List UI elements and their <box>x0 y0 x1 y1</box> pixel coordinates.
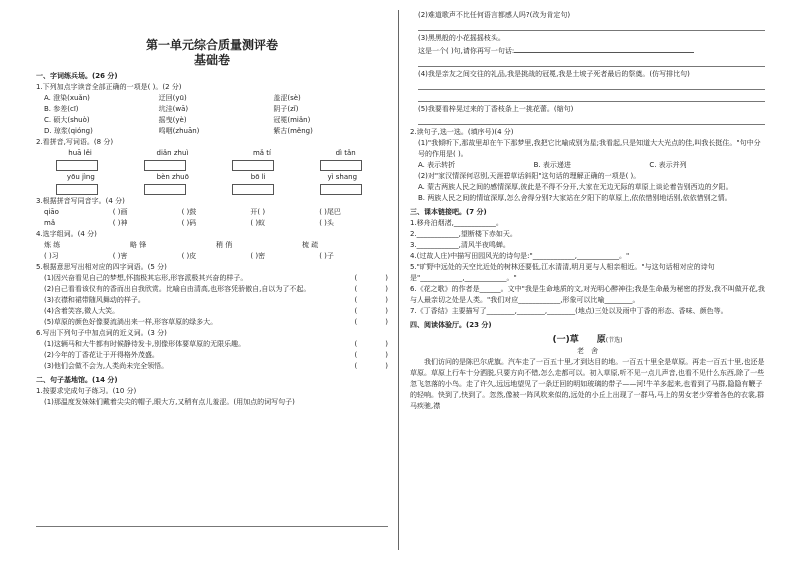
exam-title: 第一单元综合质量测评卷 <box>145 38 278 52</box>
essay-author: 老 舍 <box>577 347 598 355</box>
recite-item-5[interactable]: 5."旷野中远处的天空比近处的树林还要低,江水清清,明月更与人相亲相近。"与这句话相对应的诗句是"____________,____________。" <box>410 263 715 282</box>
item-text: (2)自己看看该仪有的香而出自我欣赏。比喻自由清高,也形容凭骄傲自,自以为了不起。 <box>44 285 311 293</box>
pinyin: diǎn zhuì <box>156 149 189 157</box>
option-text: 阴子(zǐ) <box>273 105 299 113</box>
option-text: A. 澄染(xuǎn) <box>44 94 90 102</box>
answer-paren[interactable]: ( ) <box>354 307 388 315</box>
question-2: 2.看拼音,写词语。(8 分) <box>36 138 114 146</box>
answer-box[interactable] <box>56 184 98 195</box>
pinyin: yōu jìng <box>66 173 95 181</box>
q8-item-1: (1)"我倾听下,那故里却在午下那梦里,我把它比喻成别为星;我看起,只是知道大大光点的佳,叫我长挺住。"句中分号的作用是( )。 <box>418 139 761 158</box>
char-pair: 略 锋 <box>130 241 147 249</box>
char-pair: 梳 疏 <box>302 241 319 249</box>
pinyin: qiāo <box>44 208 59 216</box>
option-text: B. 参差(cī) <box>44 105 79 113</box>
option-text: 迂回(yū) <box>158 94 187 102</box>
answer-line[interactable] <box>418 57 765 67</box>
pinyin: bō li <box>250 173 266 181</box>
item-text: (3)他们会做不会为,人类尚未完全领悟。 <box>44 362 169 370</box>
option-text: 冠冕(miǎn) <box>273 116 311 124</box>
pinyin: dì tǎn <box>335 149 356 157</box>
q4-chars <box>36 240 388 251</box>
q5-item <box>36 284 388 295</box>
blank[interactable]: ( )习 <box>44 252 59 260</box>
item-text: (4)含着笑容,微人大笑。 <box>44 307 120 315</box>
item-text: (1)因兴奋看见自己的梦想,怀揣极其忘形,形容派极其兴奋的样子。 <box>44 274 248 282</box>
question-1: 1.下列加点字读音全部正确的一项是( )。(2 分) <box>36 83 182 91</box>
exam-subtitle: 基础卷 <box>193 53 230 67</box>
option-text: 紫古(měng) <box>273 127 313 135</box>
question-6: 6.写出下列句子中加点词的近义词。(3 分) <box>36 329 167 337</box>
essay-paragraph: 我们访问的是陈巴尔虎旗。汽车走了一百五十里,才到达目的地。一百五十里全是草原。再走一百五十里,也还是草原。草原上行车十分洒脱,只要方向不错,怎么走都可以。初入草原,听不见一点儿声音,也看不见什么东西,除了一些忽飞忽落的小鸟。走了许久,远远地望见了一条迂回的明如玻璃的带子——河!牛羊多起来,也看到了马群,隐隐有鞭子的轻响。快到了,快到了。忽然,像被一阵风吹来似的,远处的小丘上出现了一群马,马上的男女老少穿着各色的衣裳,群马疾驰,襟 <box>410 358 765 410</box>
q5-item <box>36 317 388 328</box>
q5-item <box>36 273 388 284</box>
option-text: 鸣咽(zhuān) <box>158 127 200 135</box>
essay-title-text: (一)草 原 <box>552 335 606 345</box>
q1-option-c[interactable] <box>36 115 388 126</box>
answer-line[interactable] <box>418 80 765 90</box>
pinyin: yì shang <box>327 173 358 181</box>
answer-box[interactable] <box>320 184 362 195</box>
answer-box[interactable] <box>144 160 186 171</box>
answer-line[interactable] <box>36 526 388 527</box>
answer-paren[interactable]: ( ) <box>354 362 388 370</box>
option-text[interactable]: A. 表示转折 <box>418 161 456 169</box>
option-text: 坑洼(wā) <box>158 105 189 113</box>
q7-item-3b <box>410 44 765 57</box>
answer-paren[interactable]: ( ) <box>354 340 388 348</box>
answer-paren[interactable]: ( ) <box>354 274 388 282</box>
answer-box[interactable] <box>144 184 186 195</box>
blank[interactable]: ( )尾巴 <box>319 208 341 216</box>
question-7: 1.按要求完成句子练习。(10 分) <box>36 387 137 395</box>
section-1-heading: 一、字词练兵场。(26 分) <box>36 72 118 80</box>
blank[interactable]: ( )子 <box>319 252 334 260</box>
answer-boxes-2 <box>36 183 388 196</box>
answer-line[interactable] <box>418 92 765 102</box>
blank[interactable]: ( )皮 <box>181 252 197 260</box>
q1-option-a[interactable] <box>36 93 388 104</box>
q5-item <box>36 306 388 317</box>
answer-paren[interactable]: ( ) <box>354 351 388 359</box>
pinyin: bèn zhuō <box>156 173 189 181</box>
blank[interactable]: ( )密 <box>250 252 266 260</box>
char-pair: 炼 练 <box>44 241 61 249</box>
answer-paren[interactable]: ( ) <box>354 296 388 304</box>
question-3: 3.根据拼音写同音字。(4 分) <box>36 197 125 205</box>
q7-item-5: (5)我要看梓晃过来的丁香枝条上一挑花蕾。(缩句) <box>418 105 574 113</box>
char-pair: 稍 俏 <box>216 241 233 249</box>
blank[interactable]: ( )鼓 <box>181 208 197 216</box>
item-text: (2)今年的丁香花让于开得格外茂盛。 <box>44 351 159 359</box>
q8-1-options <box>410 160 765 171</box>
q1-option-d[interactable] <box>36 126 388 137</box>
q6-item <box>36 339 388 350</box>
q1-option-b[interactable] <box>36 104 388 115</box>
answer-paren[interactable]: ( ) <box>354 318 388 326</box>
q5-item <box>36 295 388 306</box>
pinyin: huā lěi <box>68 149 92 157</box>
option-text[interactable]: C. 表示并列 <box>649 161 687 169</box>
recite-item-3[interactable]: 3.____________,清风半夜鸣蝉。 <box>410 241 510 249</box>
question-5: 5.根据意思写出相对应的四字词语。(5 分) <box>36 263 167 271</box>
blank[interactable]: 开( ) <box>250 208 266 216</box>
recite-item-2[interactable]: 2.____________,望断楼下赤如天。 <box>410 230 517 238</box>
pinyin: mǎ <box>44 219 56 227</box>
q7-item-2: (2)难道歌声不比任何语言都感人吗?(改为肯定句) <box>418 11 571 19</box>
option-text: D. 琼浆(qióng) <box>44 127 93 135</box>
item-text: (3)衣襟和裙带随风舞动的样子。 <box>44 296 145 304</box>
answer-box[interactable] <box>232 184 274 195</box>
answer-line[interactable] <box>514 44 694 53</box>
answer-boxes-1 <box>36 159 388 172</box>
option-text: 盖涩(sè) <box>273 94 301 102</box>
q8-item-2: (2)对"家汉情深何忍别,天涯碧草话斜阳"这句话的理解正确的一项是( )。 <box>418 172 641 180</box>
q4-blanks <box>36 251 388 262</box>
question-4: 4.选字组词。(4 分) <box>36 230 97 238</box>
recite-item-7[interactable]: 7.《丁香结》主要描写了________,________,________(地点)三处以及雨中丁香的形态、香味、颜色等。 <box>410 307 728 315</box>
pinyin-row-1 <box>36 148 388 159</box>
answer-line[interactable] <box>418 21 765 31</box>
item-text: (5)草原的颜色好像要流淌出来一样,形容草原的绿多大。 <box>44 318 218 326</box>
section-2-heading: 二、句子基地馆。(14 分) <box>36 376 118 384</box>
answer-box[interactable] <box>232 160 274 171</box>
blank[interactable]: ( )害 <box>112 252 128 260</box>
blank[interactable]: ( )码 <box>181 219 197 227</box>
option-text[interactable]: B. 表示递进 <box>533 161 571 169</box>
right-column <box>410 0 765 412</box>
q8-2-option-b[interactable]: B. 两族人民之间的情谊深厚,怎么舍得分别?大家站在夕阳下的草原上,依依惜别地话别,依依惜别之情。 <box>418 194 732 202</box>
q8-2-option-a[interactable]: A. 蒙古两族人民之间的感情深厚,彼此是不得不分开,大家在无边无际的草原上谈论着告别西边的夕阳。 <box>418 183 733 191</box>
q6-item <box>36 361 388 372</box>
column-divider <box>398 10 399 550</box>
option-text: 摇曳(yè) <box>158 116 187 124</box>
question-8: 2.读句子,选一选。(填序号)(4 分) <box>410 128 514 136</box>
pinyin-row-2 <box>36 172 388 183</box>
q3-row-2 <box>36 218 388 229</box>
answer-box[interactable] <box>320 160 362 171</box>
answer-box[interactable] <box>56 160 98 171</box>
q3-row-1 <box>36 207 388 218</box>
blank[interactable]: ( )画 <box>112 208 128 216</box>
q6-item <box>36 350 388 361</box>
recite-item-1[interactable]: 1.移舟泊烟渚,____________。 <box>410 219 503 227</box>
essay-title <box>410 335 765 346</box>
pinyin: mǎ tí <box>252 149 271 157</box>
left-column <box>36 0 388 408</box>
essay-note: (节选) <box>605 337 623 344</box>
q7-item-3: (3)黑黑般的小花摇摇枝头。 <box>418 34 505 42</box>
recite-item-6[interactable]: 6.《花之歌》的作者是______。文中"我是生命地质的文,对光明心醉神往;我是生命最为秘密的抒发,我不叫做开花,我与人最亲切之处是人类。"我们对应____________,形象可以比喻________。 <box>410 285 765 304</box>
answer-paren[interactable]: ( ) <box>354 285 388 293</box>
q7-item-1: (1)那温度发妹妹们戴着尖尖的帽子,眼大方,又稍有点儿羞涩。(用加点的词写句子) <box>44 398 295 406</box>
blank[interactable]: ( )头 <box>319 219 334 227</box>
blank[interactable]: ( )神 <box>112 219 128 227</box>
answer-line[interactable] <box>418 115 765 125</box>
section-4-heading: 四、阅读体验厅。(23 分) <box>410 321 492 329</box>
blank[interactable]: ( )蚁 <box>250 219 266 227</box>
q7-item-4: (4)我是亲友之间交往的礼品,我是挑战的冠冕,我是土坡子死者最后的祭奠。(仿写排比句) <box>418 70 690 78</box>
item-text: (1)这辆马和大牛都有时候静待发卡,别像形体要草原的无限乐趣。 <box>44 340 246 348</box>
recite-item-4[interactable]: 4.(过故人庄)中描写田园风光的诗句是:"____________,____________。" <box>410 252 630 260</box>
section-3-heading: 三、课本链接吧。(7 分) <box>410 208 487 216</box>
option-text: C. 硕大(shuò) <box>44 116 90 124</box>
prompt-text: 这是一个( )句,请你再写一句话: <box>418 47 515 55</box>
